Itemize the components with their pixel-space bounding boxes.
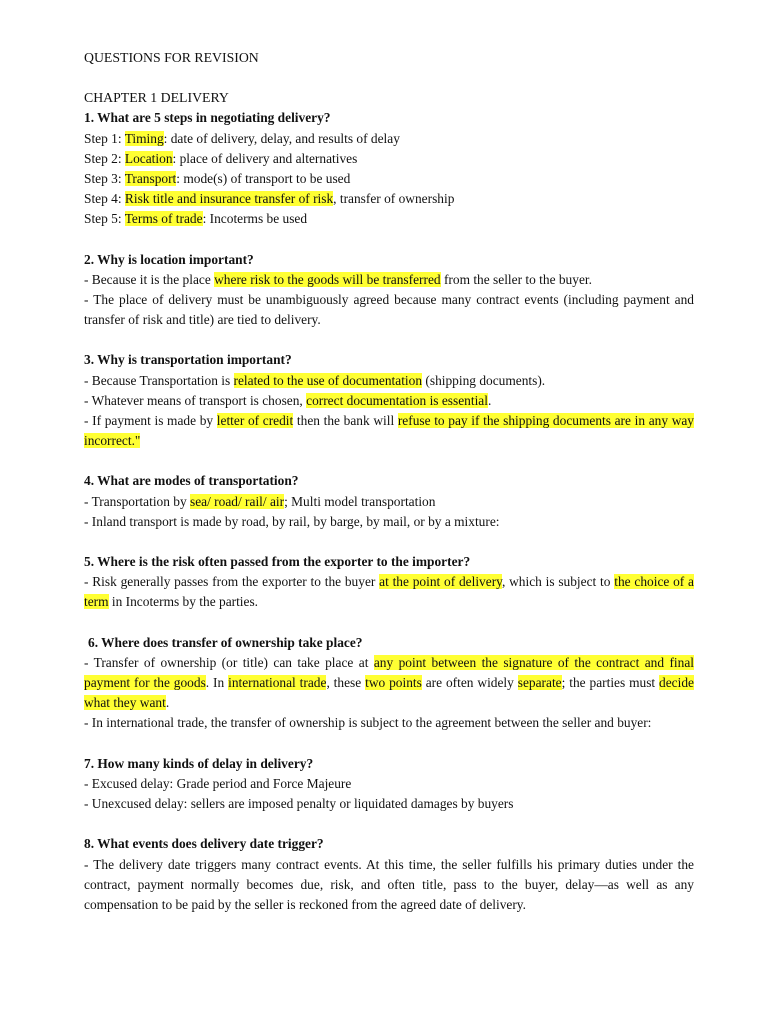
highlighted-text: where risk to the goods will be transferred — [214, 271, 441, 287]
chapter-heading: CHAPTER 1 DELIVERY — [84, 90, 229, 106]
answer-text: - If payment is made by — [84, 413, 217, 429]
question-2 — [84, 250, 694, 331]
answer-text: , these — [326, 675, 366, 691]
answer-text: - Whatever means of transport is chosen, — [84, 392, 307, 408]
answer-line — [84, 391, 694, 411]
answer-paragraph: - In international trade, the transfer of ownership is subject to the agreement between the seller and buyer: — [84, 715, 652, 731]
answer-line: - Excused delay: Grade period and Force Majeure — [84, 775, 352, 791]
answer-text: - Because it is the place — [84, 271, 215, 287]
question-heading: 5. Where is the risk often passed from the exporter to the importer? — [84, 554, 471, 570]
answer-text: , which is subject to — [501, 574, 615, 590]
question-heading: 1. What are 5 steps in negotiating delivery? — [84, 110, 331, 126]
highlighted-text: Location — [124, 150, 173, 166]
highlighted-text: the choice of a term — [84, 574, 694, 610]
answer-line — [84, 371, 694, 391]
highlighted-text: international trade — [228, 675, 327, 691]
answer-paragraph — [84, 572, 694, 612]
step-label: Step 3: — [84, 171, 125, 187]
step-line — [84, 169, 694, 189]
step-text: : Incoterms be used — [202, 211, 308, 227]
answer-text: - Risk generally passes from the exporter to the buyer — [84, 574, 380, 590]
question-heading: 2. Why is location important? — [84, 251, 254, 267]
answer-text: then the bank will — [293, 413, 398, 429]
question-6 — [84, 633, 694, 734]
highlighted-text: Transport — [124, 171, 177, 187]
step-line — [84, 149, 694, 169]
highlighted-text: separate — [517, 675, 562, 691]
highlighted-text: Terms of trade — [124, 211, 203, 227]
answer-text: - Transportation by — [84, 493, 191, 509]
highlighted-text: refuse to pay if the shipping documents are in any way incorrect." — [84, 413, 695, 449]
step-line — [84, 189, 694, 209]
question-heading: 8. What events does delivery date trigger? — [84, 836, 324, 852]
highlighted-text: Risk title and insurance transfer of risk — [124, 191, 334, 207]
question-1 — [84, 108, 694, 229]
question-8 — [84, 834, 694, 915]
answer-paragraph — [84, 653, 694, 714]
step-line — [84, 129, 694, 149]
question-3 — [84, 350, 694, 451]
answer-text: - Because Transportation is — [84, 372, 234, 388]
answer-line — [84, 492, 694, 512]
answer-text: . — [165, 695, 170, 711]
step-text: : date of delivery, delay, and results of delay — [163, 130, 400, 146]
step-label: Step 2: — [84, 150, 125, 166]
answer-paragraph: - The delivery date triggers many contract events. At this time, the seller fulfills his primary duties under the contract, payment normally becomes due, risk, and often title, pass to the buyer, delay—as well as any compensation to be paid by the seller is reckoned from the agreed date of delivery. — [84, 856, 694, 912]
question-5 — [84, 552, 694, 613]
document-title: QUESTIONS FOR REVISION — [84, 50, 259, 65]
question-heading: 4. What are modes of transportation? — [84, 473, 299, 489]
answer-paragraph — [84, 411, 694, 451]
question-7 — [84, 754, 694, 815]
answer-text: ; Multi model transportation — [284, 493, 436, 509]
step-label: Step 1: — [84, 130, 125, 146]
answer-text: . — [487, 392, 492, 408]
highlighted-text: sea/ road/ rail/ air — [190, 493, 285, 509]
highlighted-text: letter of credit — [216, 413, 294, 429]
answer-text: ; the parties must — [561, 675, 660, 691]
highlighted-text: related to the use of documentation — [233, 372, 423, 388]
answer-text: . In — [205, 675, 229, 691]
highlighted-text: Timing — [124, 130, 164, 146]
answer-text: (shipping documents). — [422, 372, 546, 388]
question-heading: 7. How many kinds of delay in delivery? — [84, 755, 314, 771]
highlighted-text: decide what they want — [84, 675, 694, 711]
highlighted-text: two points — [365, 675, 422, 691]
step-text: , transfer of ownership — [333, 191, 455, 207]
answer-line: - Unexcused delay: sellers are imposed penalty or liquidated damages by buyers — [84, 796, 514, 812]
answer-text: in Incoterms by the parties. — [108, 594, 259, 610]
answer-text: - Transfer of ownership (or title) can take place at — [84, 654, 374, 670]
question-heading: 3. Why is transportation important? — [84, 352, 292, 368]
step-text: : mode(s) of transport to be used — [176, 171, 351, 187]
highlighted-text: any point between the signature of the contract and final payment for the goods — [84, 654, 694, 691]
step-label: Step 5: — [84, 211, 125, 227]
highlighted-text: correct documentation is essential — [306, 392, 488, 408]
step-line — [84, 209, 694, 229]
highlighted-text: at the point of delivery — [379, 574, 502, 590]
answer-text: are often widely — [421, 675, 518, 691]
answer-paragraph: - The place of delivery must be unambiguously agreed because many contract events (including payment and transfer of risk and title) are tied to delivery. — [84, 292, 694, 328]
answer-line — [84, 270, 694, 290]
step-text: : place of delivery and alternatives — [172, 150, 358, 166]
step-label: Step 4: — [84, 191, 125, 207]
answer-text: from the seller to the buyer. — [440, 271, 592, 287]
question-heading: 6. Where does transfer of ownership take place? — [88, 634, 363, 650]
document-page — [84, 48, 694, 935]
question-4 — [84, 471, 694, 532]
answer-line: - Inland transport is made by road, by rail, by barge, by mail, or by a mixture: — [84, 513, 500, 529]
